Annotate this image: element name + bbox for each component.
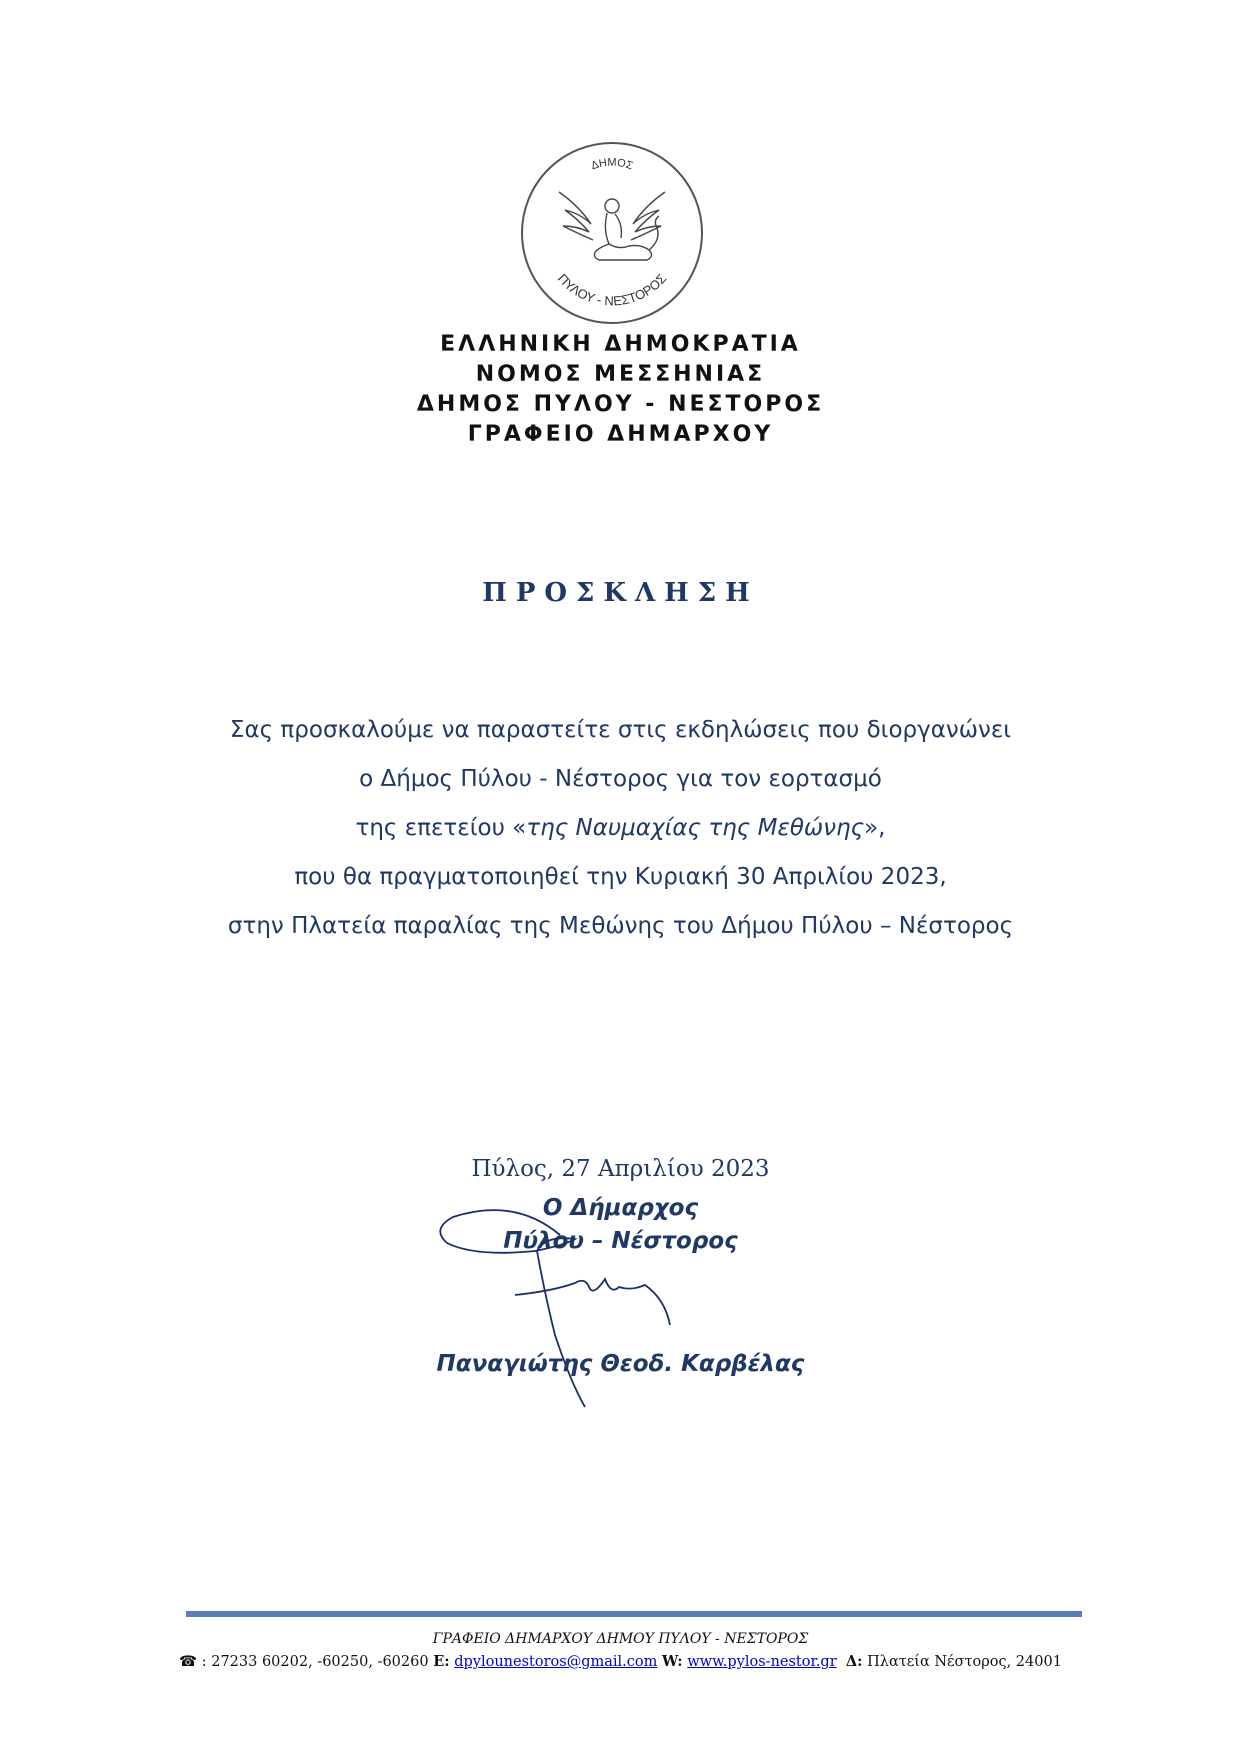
seal-top-text: ΔΗΜΟΣ [589, 156, 635, 173]
handwritten-signature [435, 1195, 775, 1410]
letterhead [0, 330, 1241, 450]
body-line: στην Πλατεία παραλίας της Μεθώνης του Δήμου Πύλου – Νέστορος [227, 913, 1014, 939]
document-title: ΠΡΟΣΚΛΗΣΗ [482, 578, 759, 608]
place-date: Πύλος, 27 Απριλίου 2023 [471, 1156, 770, 1182]
seal-bottom-text: ΠΥΛΟΥ - ΝΕΣΤΟΡΟΣ [554, 270, 670, 309]
letterhead-office: ΓΡΑΦΕΙΟ ΔΗΜΑΡΧΟΥ [467, 422, 774, 447]
footer-address: Πλατεία Νέστορος, 24001 [867, 1654, 1062, 1670]
email-link[interactable]: dpylounestoros@gmail.com [454, 1654, 658, 1670]
footer-phone: : 27233 60202, -60250, -60260 [197, 1654, 434, 1670]
letterhead-country: ΕΛΛΗΝΙΚΗ ΔΗΜΟΚΡΑΤΙΑ [440, 332, 801, 357]
letterhead-municipality: ΔΗΜΟΣ ΠΥΛΟΥ - ΝΕΣΤΟΡΟΣ [416, 392, 825, 417]
phone-icon: ☎ [179, 1654, 198, 1670]
footer-contact: ☎ : 27233 60202, -60250, -60260 E: dpylounestoros@gmail.com W: www.pylos-nestor.gr Δ: Πλατεία Νέστορος, 24001 [179, 1653, 1062, 1670]
body-line: της επετείου «της Ναυμαχίας της Μεθώνης», [355, 815, 886, 841]
footer-divider [186, 1611, 1082, 1617]
body-line: που θα πραγματοποιηθεί την Κυριακή 30 Απριλίου 2023, [294, 864, 947, 890]
invitation-body [0, 706, 1241, 951]
body-line: ο Δήμος Πύλου - Νέστορος για τον εορτασμό [359, 766, 882, 792]
municipality-seal [519, 140, 705, 326]
signatory-name: Παναγιώτης Θεοδ. Καρβέλας [436, 1351, 805, 1377]
letterhead-prefecture: ΝΟΜΟΣ ΜΕΣΣΗΝΙΑΣ [475, 362, 766, 387]
footer-organization: ΓΡΑΦΕΙΟ ΔΗΜΑΡΧΟΥ ΔΗΜΟΥ ΠΥΛΟΥ - ΝΕΣΤΟΡΟΣ [432, 1631, 809, 1647]
signatory-role: Ο Δήμαρχος Πύλου – Νέστορος [503, 1195, 738, 1254]
event-name: της Ναυμαχίας της Μεθώνης [526, 815, 865, 841]
body-line: Σας προσκαλούμε να παραστείτε στις εκδηλώσεις που διοργανώνει [229, 717, 1012, 743]
website-link[interactable]: www.pylos-nestor.gr [687, 1654, 837, 1670]
